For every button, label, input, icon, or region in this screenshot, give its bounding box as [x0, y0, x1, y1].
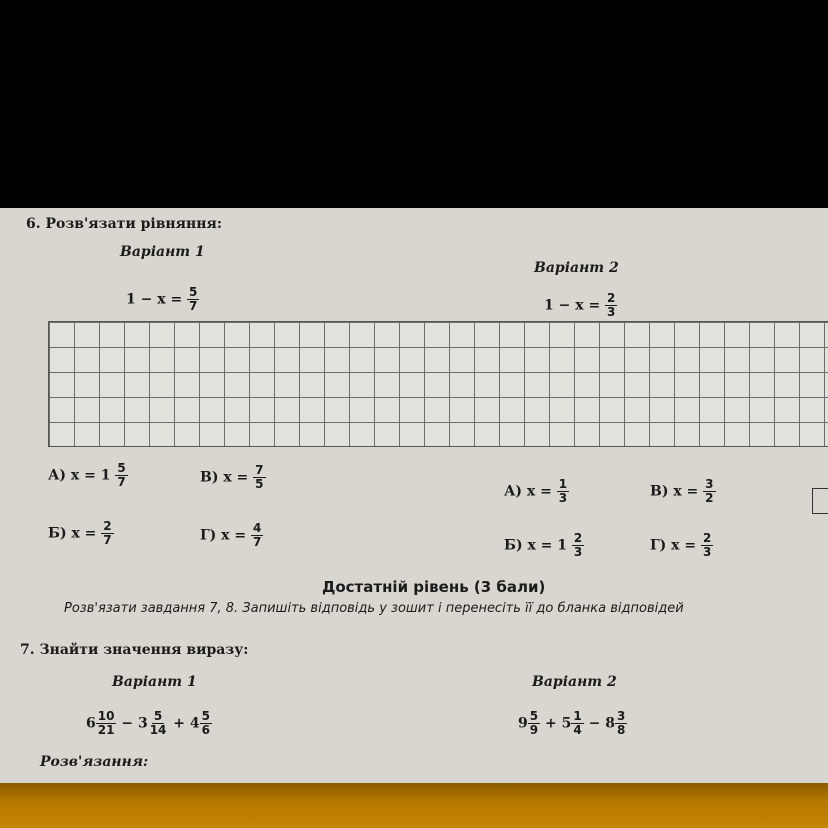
mixed-fraction [571, 710, 583, 737]
option-fraction [101, 520, 113, 547]
option-fraction [115, 462, 127, 489]
fraction-denominator: 4 [573, 723, 582, 737]
fraction-numerator: 2 [607, 291, 616, 305]
answer-grid[interactable] [48, 321, 828, 447]
mixed-whole: 4 [189, 715, 200, 732]
task7-variant1-label: Варіант 1 [112, 674, 197, 690]
option-label: А) x = [504, 483, 552, 500]
mixed-fraction [148, 710, 169, 737]
task6-v1-option-g[interactable] [200, 522, 263, 549]
task6-variant1-label: Варіант 1 [120, 244, 205, 260]
option-fraction [572, 532, 584, 559]
option-label: В) x = [200, 469, 249, 486]
task6-v2-option-b[interactable] [504, 532, 584, 559]
fraction-denominator: 14 [149, 723, 167, 737]
mixed-fraction [200, 710, 212, 737]
option-fraction [251, 522, 263, 549]
mixed-fraction [96, 710, 117, 737]
fraction-denominator: 7 [103, 533, 112, 547]
operator: − [121, 715, 134, 732]
solution-label: Розв'язання: [40, 754, 149, 770]
task6-variant2-equation [544, 292, 617, 319]
task6-title: 6. Розв'язати рівняння: [26, 216, 223, 232]
option-label: А) x = 1 [48, 467, 111, 484]
operator: − [588, 715, 601, 732]
operator: + [173, 715, 185, 732]
fraction-denominator: 3 [558, 491, 568, 505]
fraction-denominator: 8 [616, 723, 626, 737]
fraction-numerator: 2 [703, 531, 712, 545]
fraction-numerator: 2 [573, 531, 583, 545]
task7-title: 7. Знайти значення виразу: [20, 642, 249, 658]
task6-v2-option-a[interactable] [504, 478, 569, 505]
fraction-denominator: 7 [117, 475, 126, 489]
task6-v2-option-v[interactable] [650, 478, 716, 505]
fraction-numerator: 4 [253, 521, 262, 535]
fraction-numerator: 5 [189, 285, 198, 299]
option-fraction [703, 478, 715, 505]
option-label: Б) x = 1 [504, 537, 568, 554]
fraction-numerator: 7 [255, 463, 264, 477]
fraction-denominator: 5 [255, 477, 264, 491]
task6-variant1-equation [126, 286, 199, 313]
equation-fraction [605, 292, 617, 319]
fraction-denominator: 21 [97, 723, 115, 737]
task6-v2-option-g[interactable] [650, 532, 713, 559]
mixed-fraction [615, 710, 627, 737]
mixed-whole: 5 [561, 715, 572, 732]
equation-left: 1 − x = [544, 297, 601, 314]
operator: + [544, 715, 557, 732]
task6-variant2-label: Варіант 2 [534, 260, 619, 276]
fraction-numerator: 10 [97, 709, 115, 723]
fraction-denominator: 6 [201, 723, 210, 737]
fraction-denominator: 3 [703, 545, 712, 559]
option-label: Б) x = [48, 525, 97, 542]
task7-variant2-expression [518, 710, 627, 737]
fraction-numerator: 5 [201, 709, 210, 723]
fraction-denominator: 7 [189, 299, 198, 313]
task6-v1-option-a[interactable] [48, 462, 128, 489]
mixed-fraction [528, 710, 540, 737]
fraction-denominator: 3 [607, 305, 616, 319]
fraction-numerator: 1 [573, 709, 582, 723]
level-instruction: Розв'язати завдання 7, 8. Запишіть відповідь у зошит і перенесіть її до бланка відповідей [64, 601, 684, 616]
fraction-numerator: 5 [117, 461, 126, 475]
option-label: В) x = [650, 483, 699, 500]
equation-left: 1 − x = [126, 291, 183, 308]
fraction-denominator: 2 [705, 491, 714, 505]
fraction-numerator: 2 [103, 519, 112, 533]
answer-box[interactable] [812, 488, 828, 514]
mixed-whole: 6 [86, 715, 96, 732]
fraction-numerator: 3 [616, 709, 626, 723]
task7-variant2-label: Варіант 2 [532, 674, 617, 690]
task6-v1-option-b[interactable] [48, 520, 114, 547]
worksheet-page [0, 208, 828, 783]
level-heading: Достатній рівень (3 бали) [322, 578, 546, 596]
task6-v1-option-v[interactable] [200, 464, 266, 491]
fraction-denominator: 3 [573, 545, 583, 559]
fraction-denominator: 9 [529, 723, 539, 737]
mixed-whole: 8 [605, 715, 615, 732]
option-fraction [701, 532, 713, 559]
mixed-whole: 9 [518, 715, 528, 732]
fraction-numerator: 5 [529, 709, 539, 723]
fraction-denominator: 7 [253, 535, 262, 549]
option-label: Г) x = [650, 537, 697, 554]
fraction-numerator: 5 [153, 709, 163, 723]
fraction-numerator: 1 [558, 477, 568, 491]
mixed-whole: 3 [137, 715, 148, 732]
desk-surface [0, 783, 828, 828]
option-label: Г) x = [200, 527, 247, 544]
task7-variant1-expression [86, 710, 212, 737]
fraction-numerator: 3 [705, 477, 714, 491]
option-fraction [253, 464, 265, 491]
equation-fraction [187, 286, 199, 313]
option-fraction [557, 478, 569, 505]
